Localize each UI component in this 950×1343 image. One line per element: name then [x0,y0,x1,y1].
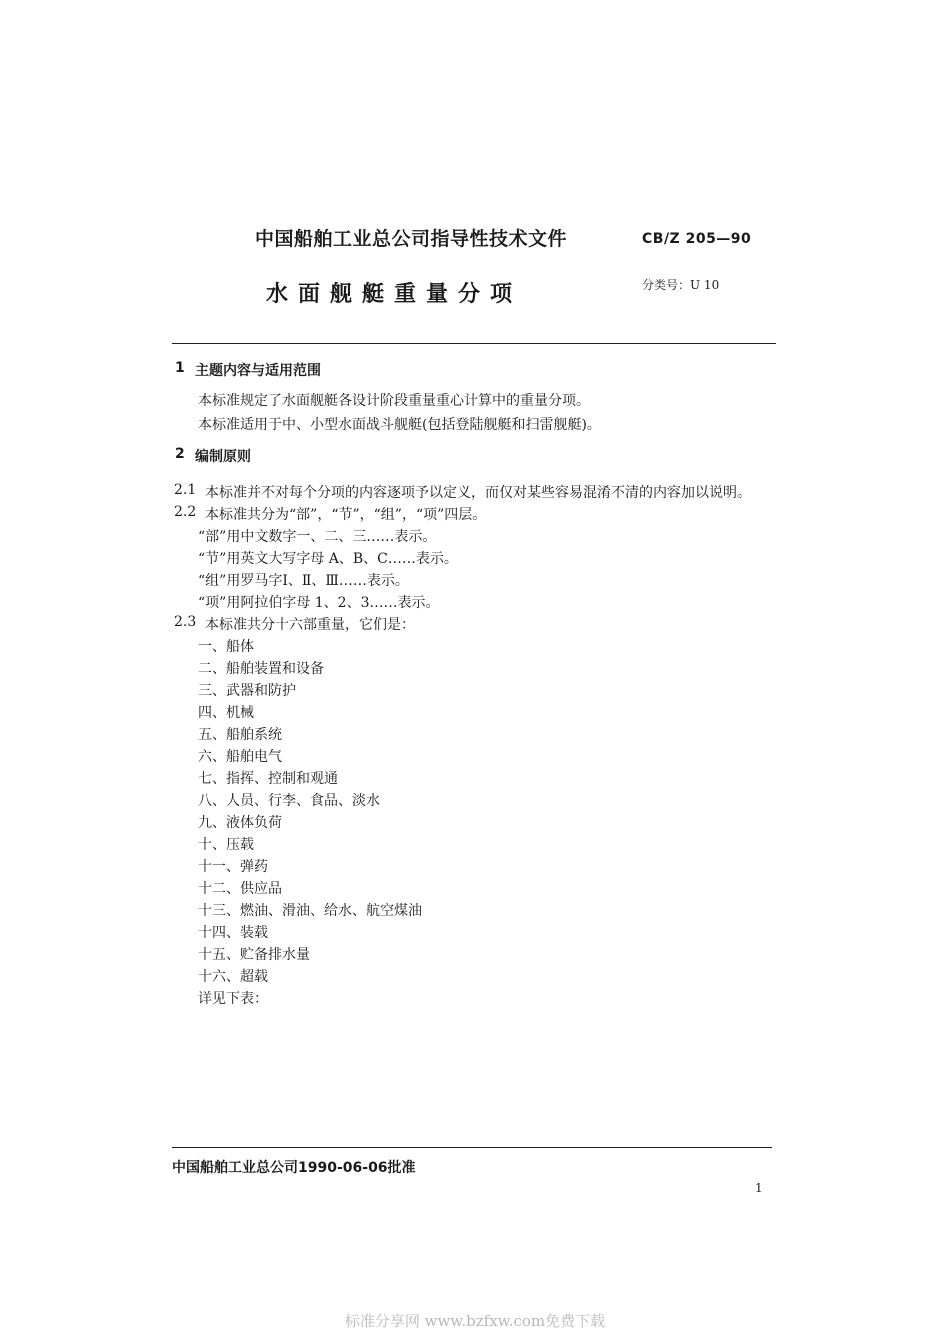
weight-group-item: 六、船舶电气 [198,749,282,765]
section-1-paragraph: 本标准适用于中、小型水面战斗舰艇(包括登陆舰艇和扫雷舰艇)。 [198,417,601,433]
weight-group-item: 二、船舶装置和设备 [198,661,324,677]
clause-2-2-line: “部”用中文数字一、二、三……表示。 [198,529,437,545]
clause-2-2-line: “组”用罗马字Ⅰ、Ⅱ、Ⅲ……表示。 [198,573,409,589]
page-number: 1 [755,1181,763,1195]
clause-2-3-text: 本标准共分十六部重量，它们是： [205,617,415,633]
clause-2-2-line: “节”用英文大写字母 A、B、C……表示。 [198,551,458,567]
clause-2-2-number: 2.2 [174,504,197,520]
weight-group-item: 七、指挥、控制和观通 [198,771,338,787]
weight-group-item: 三、武器和防护 [198,683,296,699]
weight-group-item: 一、船体 [198,639,254,655]
clause-2-1-text: 本标准并不对每个分项的内容逐项予以定义，而仅对某些容易混淆不清的内容加以说明。 [205,485,751,501]
clause-2-3-number: 2.3 [174,614,197,630]
see-table-note: 详见下表： [198,991,268,1007]
standard-code: CB/Z 205—90 [642,231,752,247]
weight-group-item: 十、压载 [198,837,254,853]
weight-group-item: 十六、超载 [198,969,268,985]
section-2-heading: 编制原则 [195,449,251,465]
header-rule [172,343,776,344]
footer-rule [172,1147,772,1148]
section-2-number: 2 [175,446,185,462]
weight-group-item: 九、液体负荷 [198,815,282,831]
weight-group-item: 十一、弹药 [198,859,268,875]
weight-group-item: 八、人员、行李、食品、淡水 [198,793,380,809]
section-1-heading: 主题内容与适用范围 [195,363,321,379]
section-1-number: 1 [175,360,185,376]
section-1-paragraph: 本标准规定了水面舰艇各设计阶段重量重心计算中的重量分项。 [198,393,590,409]
weight-group-item: 四、机械 [198,705,254,721]
document-organization-header: 中国船舶工业总公司指导性技术文件 [255,228,568,250]
weight-group-item: 十五、贮备排水量 [198,947,310,963]
approval-line: 中国船舶工业总公司1990-06-06批准 [172,1160,416,1176]
weight-group-item: 五、船舶系统 [198,727,282,743]
watermark: 标准分享网 www.bzfxw.com免费下载 [344,1312,606,1330]
document-title: 水面舰艇重量分项 [266,282,523,307]
weight-group-item: 十二、供应品 [198,881,282,897]
clause-2-2-text: 本标准共分为“部”，“节”，“组”，“项”四层。 [205,507,487,523]
weight-group-item: 十三、燃油、滑油、给水、航空煤油 [198,903,422,919]
weight-group-item: 十四、装载 [198,925,268,941]
clause-2-2-line: “项”用阿拉伯字母 1、2、3……表示。 [198,595,440,611]
classification-number: 分类号：U 10 [642,278,720,292]
clause-2-1-number: 2.1 [174,482,197,498]
